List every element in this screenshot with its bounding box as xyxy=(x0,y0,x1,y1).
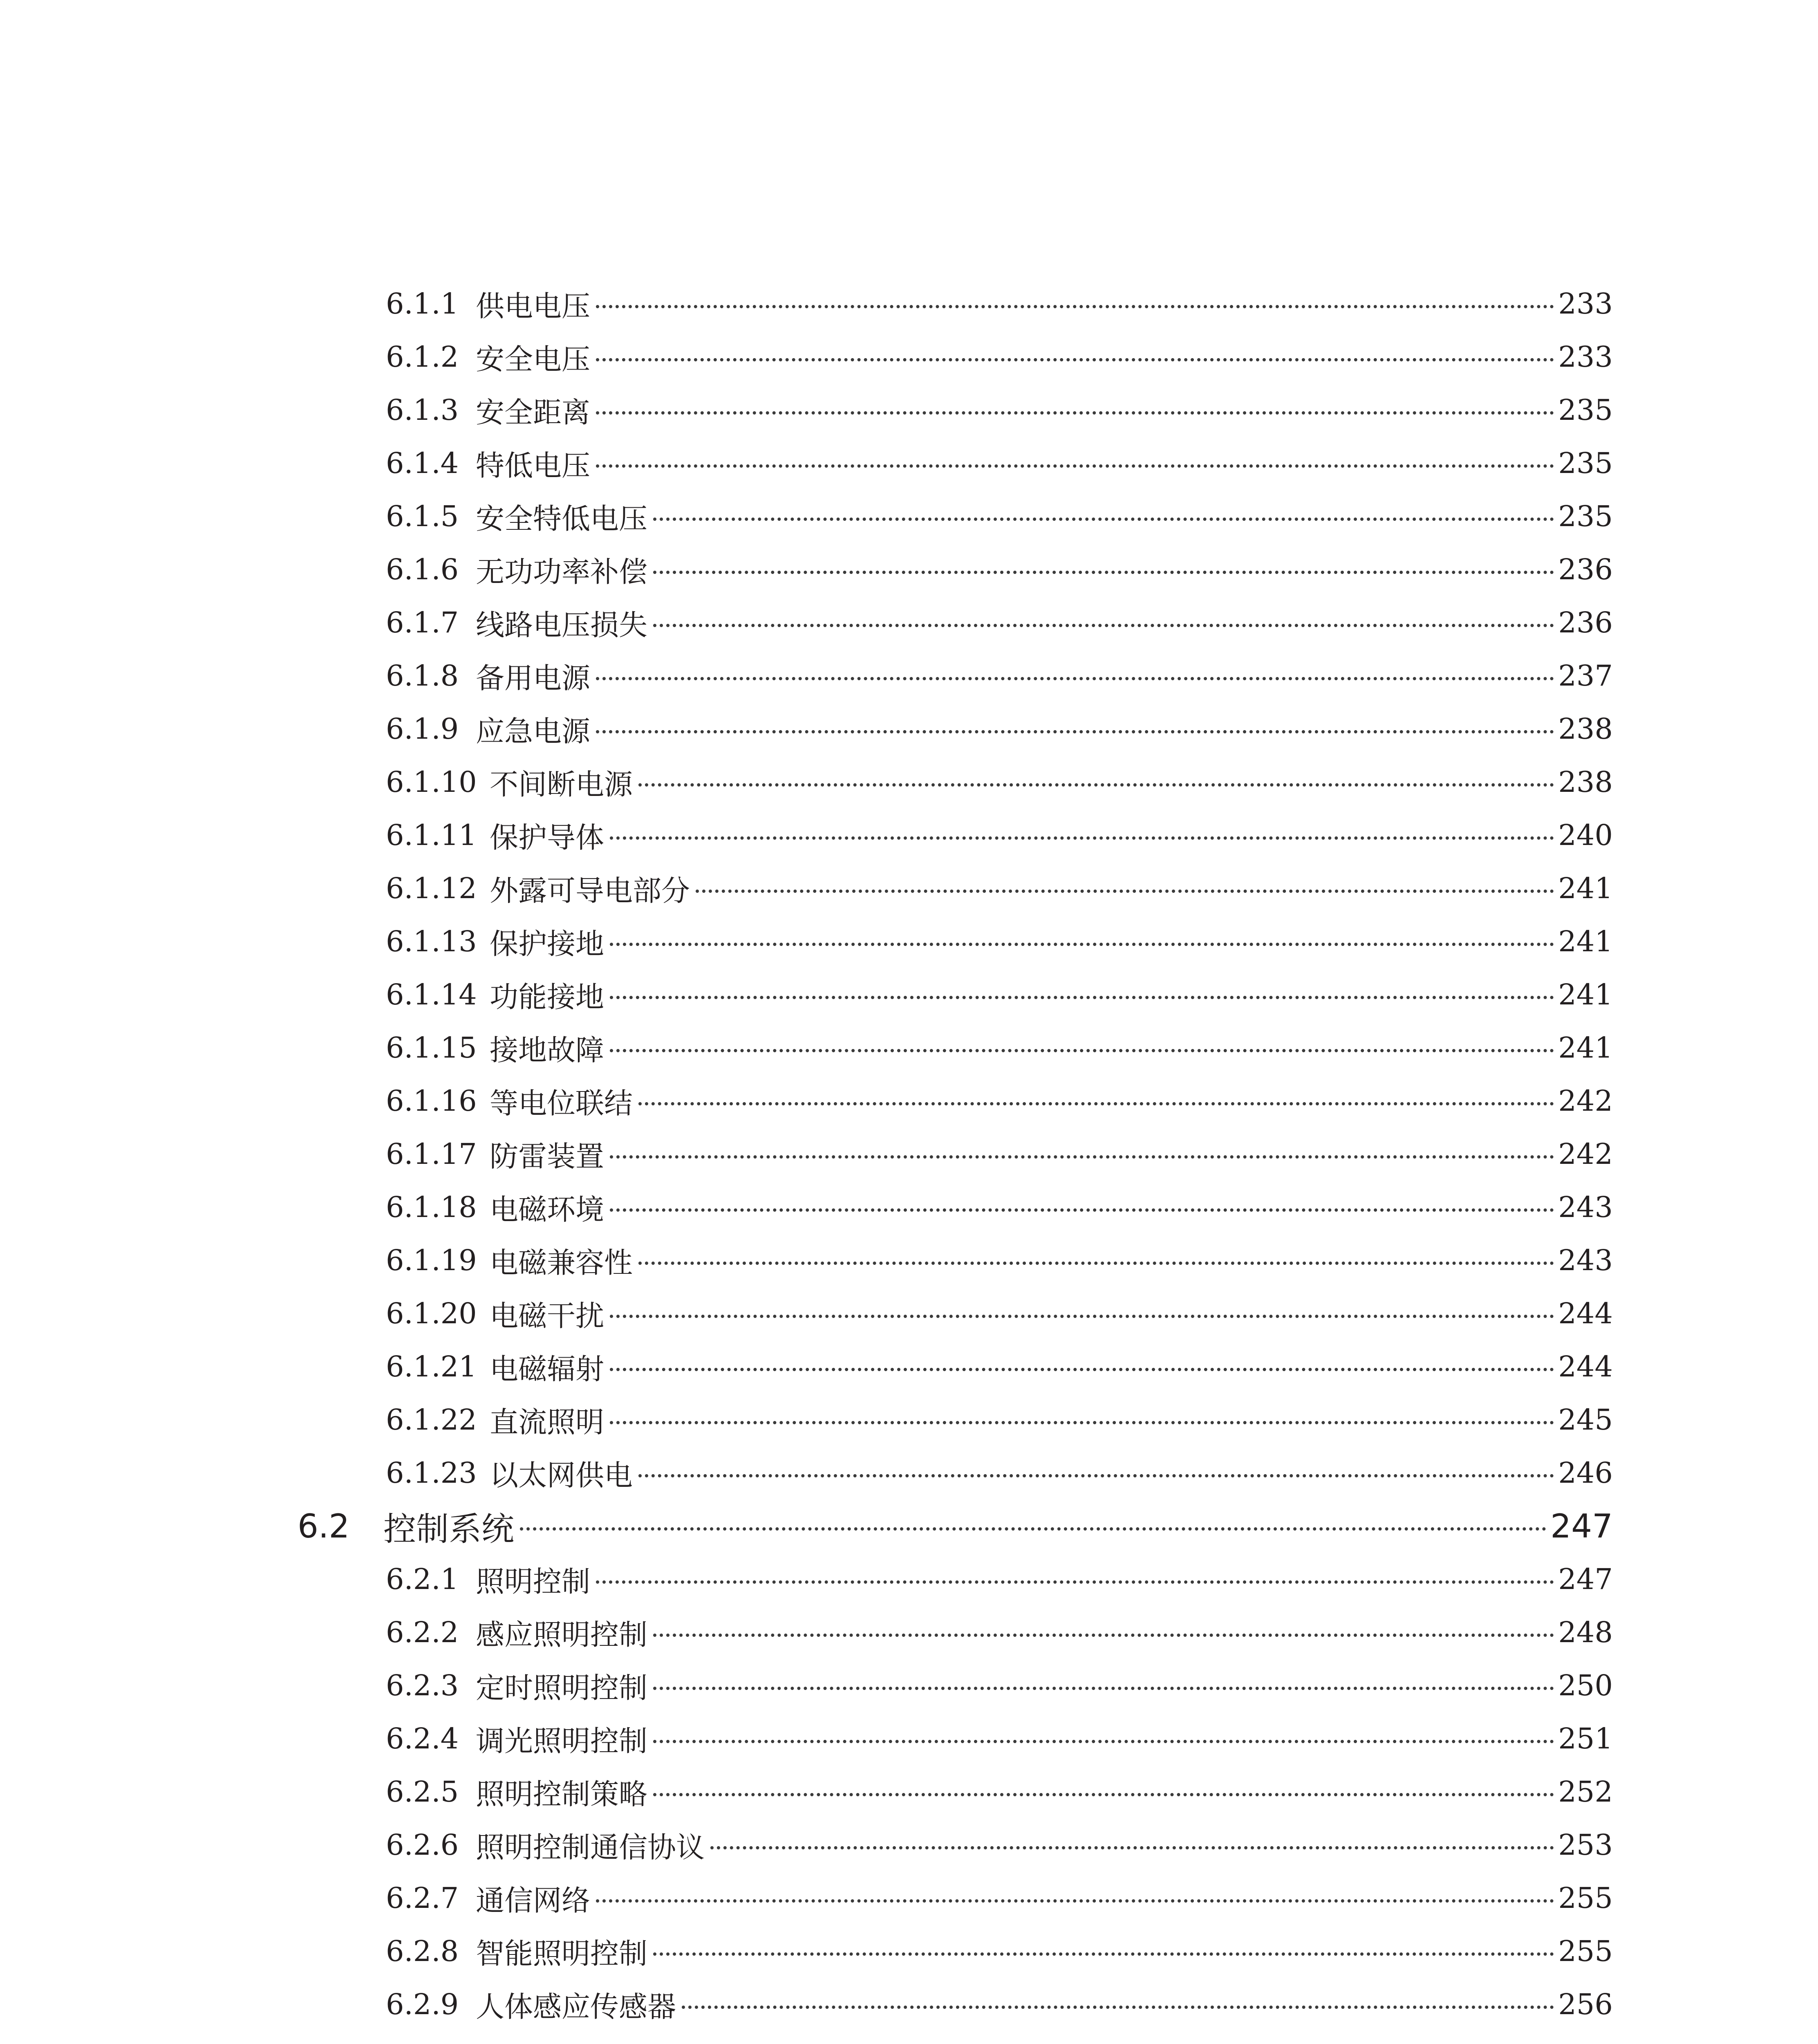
toc-entry[interactable] xyxy=(386,1287,1613,1340)
toc-entry-title: 调光照明控制 xyxy=(476,1724,647,1758)
dot-leader xyxy=(710,1846,1554,1849)
toc-entry-page: 244 xyxy=(1558,1350,1613,1383)
toc-entry-number: 6.2.6 xyxy=(386,1828,459,1862)
dot-leader xyxy=(638,1262,1554,1265)
toc-entry-page: 236 xyxy=(1558,553,1613,586)
dot-leader xyxy=(653,1740,1554,1743)
toc-entry-number: 6.1.12 xyxy=(386,872,477,905)
toc-entry-number: 6.2.1 xyxy=(386,1562,459,1596)
dot-leader xyxy=(610,1049,1554,1052)
toc-entry[interactable] xyxy=(386,1127,1613,1181)
toc-entry-page: 242 xyxy=(1558,1084,1613,1118)
dot-leader xyxy=(653,518,1554,521)
toc-entry-page: 250 xyxy=(1558,1669,1613,1702)
toc-entry[interactable] xyxy=(298,1499,1613,1553)
toc-entry[interactable] xyxy=(386,1712,1613,1765)
dot-leader xyxy=(596,677,1554,680)
toc-entry-number: 6.1.4 xyxy=(386,446,459,480)
toc-entry[interactable] xyxy=(386,543,1613,596)
dot-leader xyxy=(696,890,1554,893)
toc-entry-page: 244 xyxy=(1558,1297,1613,1330)
toc-entry[interactable] xyxy=(386,1553,1613,1606)
dot-leader xyxy=(596,730,1554,733)
toc-entry[interactable] xyxy=(386,968,1613,1021)
toc-entry-page: 247 xyxy=(1558,1562,1613,1596)
toc-entry-title: 防雷装置 xyxy=(490,1139,604,1173)
toc-entry-number: 6.1.17 xyxy=(386,1137,477,1171)
toc-entry-title: 照明控制 xyxy=(476,1564,590,1598)
toc-entry[interactable] xyxy=(386,1818,1613,1871)
toc-entry[interactable] xyxy=(386,809,1613,862)
toc-entry[interactable] xyxy=(386,383,1613,437)
toc-entry[interactable] xyxy=(386,1606,1613,1659)
toc-entry-title: 感应照明控制 xyxy=(476,1618,647,1652)
toc-entry-page: 255 xyxy=(1558,1934,1613,1968)
toc-entry-number: 6.2.9 xyxy=(386,1988,459,2021)
dot-leader xyxy=(520,1527,1546,1531)
dot-leader xyxy=(596,464,1554,468)
toc-entry-title: 不间断电源 xyxy=(490,767,633,801)
toc-entry-title: 线路电压损失 xyxy=(476,608,647,642)
toc-entry-number: 6.2.4 xyxy=(386,1722,459,1755)
toc-entry-page: 246 xyxy=(1558,1456,1613,1490)
toc-entry-title: 备用电源 xyxy=(476,661,590,695)
toc-entry-title: 应急电源 xyxy=(476,714,590,748)
toc-entry-title: 照明控制策略 xyxy=(476,1777,647,1811)
toc-entry-number: 6.1.2 xyxy=(386,340,459,374)
toc-entry-number: 6.1.16 xyxy=(386,1084,477,1118)
toc-entry-number: 6.1.14 xyxy=(386,978,477,1011)
dot-leader xyxy=(653,624,1554,627)
toc-entry-number: 6.1.11 xyxy=(386,818,477,852)
toc-entry[interactable] xyxy=(386,330,1613,383)
toc-entry-title: 人体感应传感器 xyxy=(476,1990,676,2024)
toc-entry-number: 6.1.15 xyxy=(386,1031,477,1065)
toc-entry-page: 248 xyxy=(1558,1616,1613,1649)
dot-leader xyxy=(653,1687,1554,1690)
toc-entry-page: 241 xyxy=(1558,925,1613,958)
toc-entry[interactable] xyxy=(386,1021,1613,1074)
dot-leader xyxy=(653,1634,1554,1637)
toc-entry-number: 6.1.9 xyxy=(386,712,459,746)
toc-entry-title: 保护接地 xyxy=(490,927,604,961)
toc-entry-title: 电磁兼容性 xyxy=(490,1246,633,1280)
toc-entry-page: 235 xyxy=(1558,500,1613,533)
toc-entry-page: 240 xyxy=(1558,818,1613,852)
toc-entry[interactable] xyxy=(386,862,1613,915)
toc-entry[interactable] xyxy=(386,1765,1613,1818)
toc-entry[interactable] xyxy=(386,1074,1613,1127)
toc-entry-number: 6.1.13 xyxy=(386,925,477,958)
dot-leader xyxy=(596,1899,1554,1903)
toc-entry-title: 直流照明 xyxy=(490,1405,604,1439)
dot-leader xyxy=(596,305,1554,308)
toc-entry[interactable] xyxy=(386,596,1613,649)
toc-entry-title: 控制系统 xyxy=(383,1510,514,1548)
dot-leader xyxy=(610,1155,1554,1159)
dot-leader xyxy=(596,358,1554,361)
toc-entry[interactable] xyxy=(386,1181,1613,1234)
toc-entry[interactable] xyxy=(386,1659,1613,1712)
toc-entry-page: 243 xyxy=(1558,1244,1613,1277)
dot-leader xyxy=(610,1421,1554,1424)
toc-entry-number: 6.2.8 xyxy=(386,1934,459,1968)
dot-leader xyxy=(610,1208,1554,1212)
toc-entry-page: 237 xyxy=(1558,659,1613,693)
toc-entry-title: 供电电压 xyxy=(476,289,590,323)
toc-entry-page: 238 xyxy=(1558,712,1613,746)
toc-entry-page: 236 xyxy=(1558,606,1613,639)
toc-entry[interactable] xyxy=(386,490,1613,543)
toc-entry[interactable] xyxy=(386,1978,1613,2031)
toc-entry-number: 6.1.23 xyxy=(386,1456,477,1490)
toc-entry-title: 接地故障 xyxy=(490,1033,604,1067)
toc-entry-number: 6.1.5 xyxy=(386,500,459,533)
toc-entry-number: 6.2.2 xyxy=(386,1616,459,1649)
toc-entry-number: 6.1.7 xyxy=(386,606,459,639)
toc-entry-page: 245 xyxy=(1558,1403,1613,1437)
toc-entry-page: 242 xyxy=(1558,1137,1613,1171)
toc-entry-page: 235 xyxy=(1558,446,1613,480)
toc-entry-number: 6.2.3 xyxy=(386,1669,459,1702)
toc-entry-number: 6.1.3 xyxy=(386,393,459,427)
toc-entry-number: 6.1.18 xyxy=(386,1190,477,1224)
toc-entry-title: 安全特低电压 xyxy=(476,502,647,536)
dot-leader xyxy=(610,1368,1554,1371)
toc-entry-title: 特低电压 xyxy=(476,448,590,482)
toc-entry-title: 功能接地 xyxy=(490,980,604,1014)
toc-entry-title: 等电位联结 xyxy=(490,1086,633,1120)
toc-entry-page: 255 xyxy=(1558,1881,1613,1915)
dot-leader xyxy=(610,1315,1554,1318)
toc-entry-title: 安全电压 xyxy=(476,342,590,376)
toc-entry-title: 外露可导电部分 xyxy=(490,874,690,908)
toc-entry-number: 6.1.10 xyxy=(386,765,477,799)
dot-leader xyxy=(653,571,1554,574)
toc-entry-title: 定时照明控制 xyxy=(476,1671,647,1705)
toc-entry-number: 6.1.19 xyxy=(386,1244,477,1277)
toc-entry-title: 安全距离 xyxy=(476,395,590,429)
toc-entry-title: 无功功率补偿 xyxy=(476,555,647,589)
toc-entry-title: 电磁环境 xyxy=(490,1192,604,1226)
toc-entry[interactable] xyxy=(386,649,1613,702)
toc-entry[interactable] xyxy=(386,1446,1613,1499)
toc-entry-page: 233 xyxy=(1558,340,1613,374)
toc-entry-page: 241 xyxy=(1558,872,1613,905)
dot-leader xyxy=(610,996,1554,999)
dot-leader xyxy=(682,2006,1554,2009)
toc-entry-page: 253 xyxy=(1558,1828,1613,1862)
dot-leader xyxy=(596,1580,1554,1584)
toc-entry-number: 6.1.22 xyxy=(386,1403,477,1437)
toc-entry[interactable] xyxy=(386,702,1613,755)
dot-leader xyxy=(610,943,1554,946)
toc-entry-title: 照明控制通信协议 xyxy=(476,1830,705,1864)
toc-entry-title: 保护导体 xyxy=(490,820,604,854)
toc-entry-number: 6.1.20 xyxy=(386,1297,477,1330)
toc-entry[interactable] xyxy=(386,1340,1613,1393)
dot-leader xyxy=(610,836,1554,840)
toc-entry[interactable] xyxy=(386,1393,1613,1446)
toc-entry[interactable] xyxy=(386,755,1613,809)
toc-entry-number: 6.1.21 xyxy=(386,1350,477,1383)
toc-entry-number: 6.1.1 xyxy=(386,287,459,320)
toc-entry-title: 电磁干扰 xyxy=(490,1299,604,1333)
toc-entry-page: 243 xyxy=(1558,1190,1613,1224)
toc-entry-number: 6.2.7 xyxy=(386,1881,459,1915)
toc-entry[interactable] xyxy=(386,1234,1613,1287)
toc-entry[interactable] xyxy=(386,915,1613,968)
toc-entry-page: 241 xyxy=(1558,1031,1613,1065)
toc-entry-title: 电磁辐射 xyxy=(490,1352,604,1386)
toc-entry-number: 6.1.8 xyxy=(386,659,459,693)
toc-entry-number: 6.2.5 xyxy=(386,1775,459,1809)
toc-entry[interactable] xyxy=(386,437,1613,490)
dot-leader xyxy=(596,411,1554,415)
dot-leader xyxy=(638,1474,1554,1477)
toc-entry-page: 251 xyxy=(1558,1722,1613,1755)
toc-entry-page: 241 xyxy=(1558,978,1613,1011)
toc-entry-page: 233 xyxy=(1558,287,1613,320)
dot-leader xyxy=(653,1952,1554,1956)
dot-leader xyxy=(638,783,1554,787)
toc-entry-page: 238 xyxy=(1558,765,1613,799)
toc-entry[interactable] xyxy=(386,1925,1613,1978)
toc-entry-page: 252 xyxy=(1558,1775,1613,1809)
dot-leader xyxy=(653,1793,1554,1796)
toc-entry-title: 以太网供电 xyxy=(490,1458,633,1492)
toc-entry-number: 6.2 xyxy=(298,1507,350,1545)
toc-entry-page: 235 xyxy=(1558,393,1613,427)
toc-entry-title: 通信网络 xyxy=(476,1883,590,1917)
toc-entry-page: 247 xyxy=(1550,1507,1613,1545)
toc-entry[interactable] xyxy=(386,1871,1613,1925)
toc-entry-number: 6.1.6 xyxy=(386,553,459,586)
dot-leader xyxy=(638,1102,1554,1105)
toc-entry-page: 256 xyxy=(1558,1988,1613,2021)
toc-entry-title: 智能照明控制 xyxy=(476,1936,647,1970)
toc-entry[interactable] xyxy=(386,277,1613,330)
